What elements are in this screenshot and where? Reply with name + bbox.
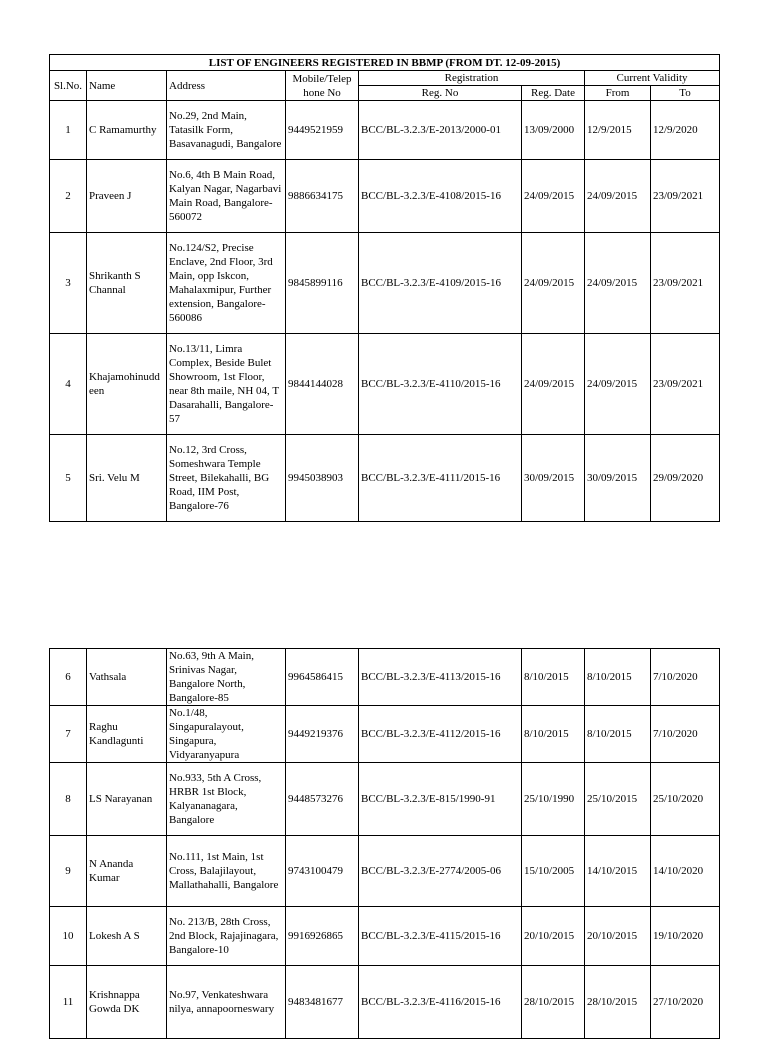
cell-reg-date: 20/10/2015: [522, 907, 585, 966]
cell-mobile: 9945038903: [286, 435, 359, 522]
table-row: [50, 966, 720, 1039]
cell-name: Khajamohinuddeen: [87, 334, 167, 435]
cell-reg-date: 13/09/2000: [522, 101, 585, 160]
cell-reg-no: BCC/BL-3.2.3/E-2013/2000-01: [359, 101, 522, 160]
header-mobile: [286, 71, 359, 101]
cell-address: No.12, 3rd Cross, Someshwara Temple Street, Bilekahalli, BG Road, IIM Post, Bangalore-76: [167, 435, 286, 522]
table-row: [50, 233, 720, 334]
cell-to: 12/9/2020: [651, 101, 720, 160]
cell-reg-date: 24/09/2015: [522, 334, 585, 435]
cell-mobile: 9845899116: [286, 233, 359, 334]
cell-from: 12/9/2015: [585, 101, 651, 160]
cell-name: C Ramamurthy: [87, 101, 167, 160]
cell-name: Lokesh A S: [87, 907, 167, 966]
cell-slno: 3: [50, 233, 87, 334]
cell-mobile: 9743100479: [286, 836, 359, 907]
cell-address: No.933, 5th A Cross, HRBR 1st Block, Kalyananagara, Bangalore: [167, 763, 286, 836]
cell-reg-no: BCC/BL-3.2.3/E-4109/2015-16: [359, 233, 522, 334]
cell-mobile: 9449521959: [286, 101, 359, 160]
cell-reg-date: 25/10/1990: [522, 763, 585, 836]
cell-reg-date: 8/10/2015: [522, 706, 585, 763]
cell-to: 19/10/2020: [651, 907, 720, 966]
table-row: [50, 649, 720, 706]
cell-reg-no: BCC/BL-3.2.3/E-815/1990-91: [359, 763, 522, 836]
engineers-table-page-1: [49, 54, 720, 522]
cell-slno: 6: [50, 649, 87, 706]
cell-from: 8/10/2015: [585, 649, 651, 706]
cell-address: No.13/11, Limra Complex, Beside Bulet Showroom, 1st Floor, near 8th maile, NH 04, T Dasarahalli, Bangalore-57: [167, 334, 286, 435]
header-from: From: [585, 86, 651, 101]
cell-address: No.111, 1st Main, 1st Cross, Balajilayout, Mallathahalli, Bangalore: [167, 836, 286, 907]
cell-from: 30/09/2015: [585, 435, 651, 522]
cell-mobile: 9449219376: [286, 706, 359, 763]
cell-slno: 8: [50, 763, 87, 836]
cell-mobile: 9483481677: [286, 966, 359, 1039]
cell-name: Vathsala: [87, 649, 167, 706]
table-row: [50, 334, 720, 435]
cell-reg-date: 24/09/2015: [522, 160, 585, 233]
cell-reg-date: 28/10/2015: [522, 966, 585, 1039]
cell-mobile: 9886634175: [286, 160, 359, 233]
title-row: [50, 55, 720, 71]
cell-mobile: 9964586415: [286, 649, 359, 706]
cell-from: 8/10/2015: [585, 706, 651, 763]
cell-reg-no: BCC/BL-3.2.3/E-4108/2015-16: [359, 160, 522, 233]
cell-to: 7/10/2020: [651, 649, 720, 706]
cell-slno: 11: [50, 966, 87, 1039]
cell-from: 24/09/2015: [585, 334, 651, 435]
cell-to: 25/10/2020: [651, 763, 720, 836]
cell-reg-no: BCC/BL-3.2.3/E-4116/2015-16: [359, 966, 522, 1039]
table-title: LIST OF ENGINEERS REGISTERED IN BBMP (FROM DT. 12-09-2015): [50, 55, 720, 71]
cell-reg-no: BCC/BL-3.2.3/E-4111/2015-16: [359, 435, 522, 522]
header-reg-date: Reg. Date: [522, 86, 585, 101]
table-row: [50, 435, 720, 522]
cell-slno: 10: [50, 907, 87, 966]
cell-from: 24/09/2015: [585, 233, 651, 334]
table-row: [50, 907, 720, 966]
cell-mobile: 9844144028: [286, 334, 359, 435]
cell-to: 29/09/2020: [651, 435, 720, 522]
header-mobile-line1: Mobile/Telep: [292, 72, 352, 85]
header-registration: Registration: [359, 71, 585, 86]
cell-address: No.29, 2nd Main, Tatasilk Form, Basavanagudi, Bangalore: [167, 101, 286, 160]
cell-name: Sri. Velu M: [87, 435, 167, 522]
cell-mobile: 9448573276: [286, 763, 359, 836]
cell-slno: 2: [50, 160, 87, 233]
cell-reg-no: BCC/BL-3.2.3/E-2774/2005-06: [359, 836, 522, 907]
cell-reg-date: 24/09/2015: [522, 233, 585, 334]
cell-name: Shrikanth S Channal: [87, 233, 167, 334]
cell-from: 24/09/2015: [585, 160, 651, 233]
cell-from: 14/10/2015: [585, 836, 651, 907]
cell-address: No.97, Venkateshwara nilya, annapoorneswary: [167, 966, 286, 1039]
header-row-1: [50, 71, 720, 86]
cell-to: 23/09/2021: [651, 233, 720, 334]
cell-address: No.63, 9th A Main, Srinivas Nagar, Bangalore North, Bangalore-85: [167, 649, 286, 706]
cell-to: 23/09/2021: [651, 160, 720, 233]
cell-reg-no: BCC/BL-3.2.3/E-4110/2015-16: [359, 334, 522, 435]
header-to: To: [651, 86, 720, 101]
header-mobile-line2: hone No: [303, 86, 341, 99]
cell-slno: 5: [50, 435, 87, 522]
cell-address: No.6, 4th B Main Road, Kalyan Nagar, Nagarbavi Main Road, Bangalore-560072: [167, 160, 286, 233]
cell-to: 7/10/2020: [651, 706, 720, 763]
cell-from: 20/10/2015: [585, 907, 651, 966]
cell-from: 28/10/2015: [585, 966, 651, 1039]
cell-reg-no: BCC/BL-3.2.3/E-4113/2015-16: [359, 649, 522, 706]
cell-name: Praveen J: [87, 160, 167, 233]
header-reg-no: Reg. No: [359, 86, 522, 101]
cell-address: No.124/S2, Precise Enclave, 2nd Floor, 3rd Main, opp Iskcon, Mahalaxmipur, Further extension, Bangalore-560086: [167, 233, 286, 334]
cell-reg-no: BCC/BL-3.2.3/E-4112/2015-16: [359, 706, 522, 763]
cell-reg-no: BCC/BL-3.2.3/E-4115/2015-16: [359, 907, 522, 966]
header-name: Name: [87, 71, 167, 101]
cell-mobile: 9916926865: [286, 907, 359, 966]
cell-to: 23/09/2021: [651, 334, 720, 435]
table-row: [50, 160, 720, 233]
cell-address: No. 213/B, 28th Cross, 2nd Block, Rajajinagara, Bangalore-10: [167, 907, 286, 966]
cell-slno: 7: [50, 706, 87, 763]
table-row: [50, 836, 720, 907]
header-current-validity: Current Validity: [585, 71, 720, 86]
cell-reg-date: 8/10/2015: [522, 649, 585, 706]
cell-from: 25/10/2015: [585, 763, 651, 836]
header-slno: Sl.No.: [50, 71, 87, 101]
cell-name: Raghu Kandlagunti: [87, 706, 167, 763]
cell-name: N Ananda Kumar: [87, 836, 167, 907]
cell-address: No.1/48, Singapuralayout, Singapura, Vidyaranyapura: [167, 706, 286, 763]
engineers-table-page-2: [49, 648, 720, 1039]
cell-slno: 1: [50, 101, 87, 160]
cell-reg-date: 30/09/2015: [522, 435, 585, 522]
cell-to: 27/10/2020: [651, 966, 720, 1039]
cell-name: Krishnappa Gowda DK: [87, 966, 167, 1039]
header-address: Address: [167, 71, 286, 101]
cell-slno: 4: [50, 334, 87, 435]
cell-slno: 9: [50, 836, 87, 907]
cell-reg-date: 15/10/2005: [522, 836, 585, 907]
table-row: [50, 763, 720, 836]
table-row: [50, 706, 720, 763]
cell-name: LS Narayanan: [87, 763, 167, 836]
cell-to: 14/10/2020: [651, 836, 720, 907]
table-row: [50, 101, 720, 160]
